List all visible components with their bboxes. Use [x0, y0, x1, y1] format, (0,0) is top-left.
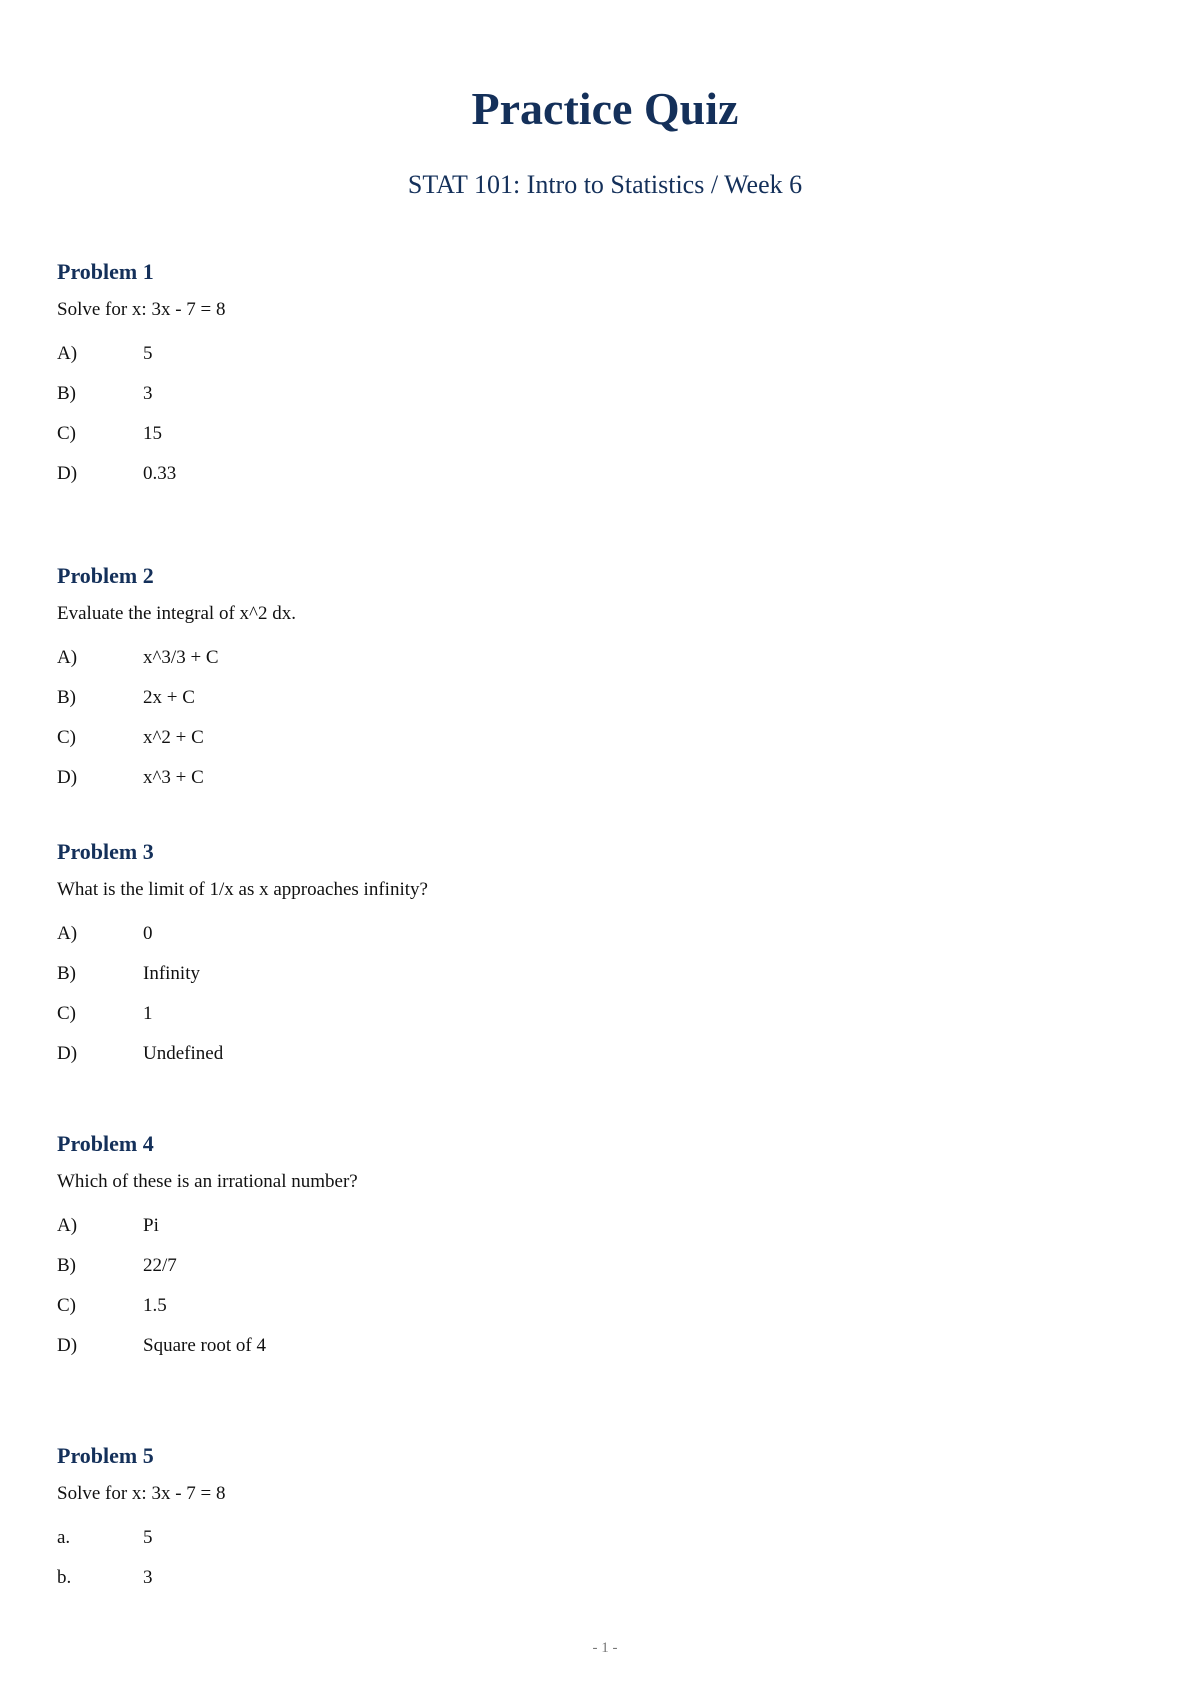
- options-list: [57, 342, 1137, 486]
- problem-5: [57, 1442, 1137, 1606]
- option-text: x^3/3 + C: [143, 647, 219, 668]
- option-label: A): [57, 647, 78, 668]
- problem-3: [57, 838, 1137, 1082]
- question-text: Solve for x: 3x - 7 = 8: [57, 1483, 226, 1504]
- option-label: D): [57, 463, 78, 484]
- page-number: - 1 -: [592, 1640, 618, 1656]
- problem-heading: Problem 3: [57, 839, 154, 864]
- option-c: [57, 1002, 1137, 1026]
- options-list: [57, 922, 1137, 1066]
- option-text: 1: [143, 1003, 153, 1024]
- option-label: b.: [57, 1567, 72, 1588]
- question-text: Which of these is an irrational number?: [57, 1171, 358, 1192]
- option-b: [57, 382, 1137, 406]
- problem-heading: Problem 5: [57, 1443, 154, 1468]
- problem-heading: Problem 4: [57, 1131, 154, 1156]
- option-b: [57, 686, 1137, 710]
- problem-heading: Problem 2: [57, 563, 154, 588]
- option-a: [57, 342, 1137, 366]
- option-text: 0.33: [143, 463, 177, 484]
- option-label: D): [57, 767, 78, 788]
- option-b: [57, 962, 1137, 986]
- option-text: 0: [143, 923, 153, 944]
- option-b: [57, 1254, 1137, 1278]
- problem-heading: Problem 1: [57, 259, 154, 284]
- option-label: A): [57, 1215, 78, 1236]
- page-subtitle: STAT 101: Intro to Statistics / Week 6: [407, 170, 803, 199]
- option-label: C): [57, 423, 76, 444]
- option-label: A): [57, 923, 78, 944]
- question-text: Evaluate the integral of x^2 dx.: [57, 603, 296, 624]
- page-title: Practice Quiz: [471, 83, 739, 134]
- option-text: Pi: [143, 1215, 159, 1236]
- option-c: [57, 726, 1137, 750]
- option-a: [57, 922, 1137, 946]
- option-label: C): [57, 1003, 76, 1024]
- option-b: [57, 1566, 1137, 1590]
- option-text: 5: [143, 343, 153, 364]
- options-list: [57, 1526, 1137, 1590]
- option-text: Infinity: [143, 963, 200, 984]
- option-text: 15: [143, 423, 162, 444]
- option-label: a.: [57, 1527, 71, 1548]
- options-list: [57, 1214, 1137, 1358]
- option-d: [57, 1042, 1137, 1066]
- option-text: 3: [143, 1567, 153, 1588]
- option-label: D): [57, 1043, 78, 1064]
- option-text: 1.5: [143, 1295, 167, 1316]
- option-label: B): [57, 687, 76, 708]
- option-a: [57, 1526, 1137, 1550]
- option-label: B): [57, 1255, 76, 1276]
- question-text: Solve for x: 3x - 7 = 8: [57, 299, 226, 320]
- option-a: [57, 646, 1137, 670]
- option-d: [57, 766, 1137, 790]
- option-label: B): [57, 963, 76, 984]
- option-text: 3: [143, 383, 153, 404]
- option-c: [57, 422, 1137, 446]
- option-d: [57, 1334, 1137, 1358]
- option-text: 22/7: [143, 1255, 177, 1276]
- option-a: [57, 1214, 1137, 1238]
- option-label: D): [57, 1335, 78, 1356]
- option-text: 5: [143, 1527, 153, 1548]
- problem-2: [57, 562, 1137, 806]
- option-d: [57, 462, 1137, 486]
- question-text: What is the limit of 1/x as x approaches infinity?: [57, 879, 428, 900]
- option-text: x^3 + C: [143, 767, 204, 788]
- option-text: 2x + C: [143, 687, 195, 708]
- option-label: B): [57, 383, 76, 404]
- option-text: Square root of 4: [143, 1335, 266, 1356]
- option-label: A): [57, 343, 78, 364]
- option-text: x^2 + C: [143, 727, 204, 748]
- option-c: [57, 1294, 1137, 1318]
- option-text: Undefined: [143, 1043, 224, 1064]
- option-label: C): [57, 1295, 76, 1316]
- problem-1: [57, 258, 1137, 502]
- option-label: C): [57, 727, 76, 748]
- problem-4: [57, 1130, 1137, 1374]
- options-list: [57, 646, 1137, 790]
